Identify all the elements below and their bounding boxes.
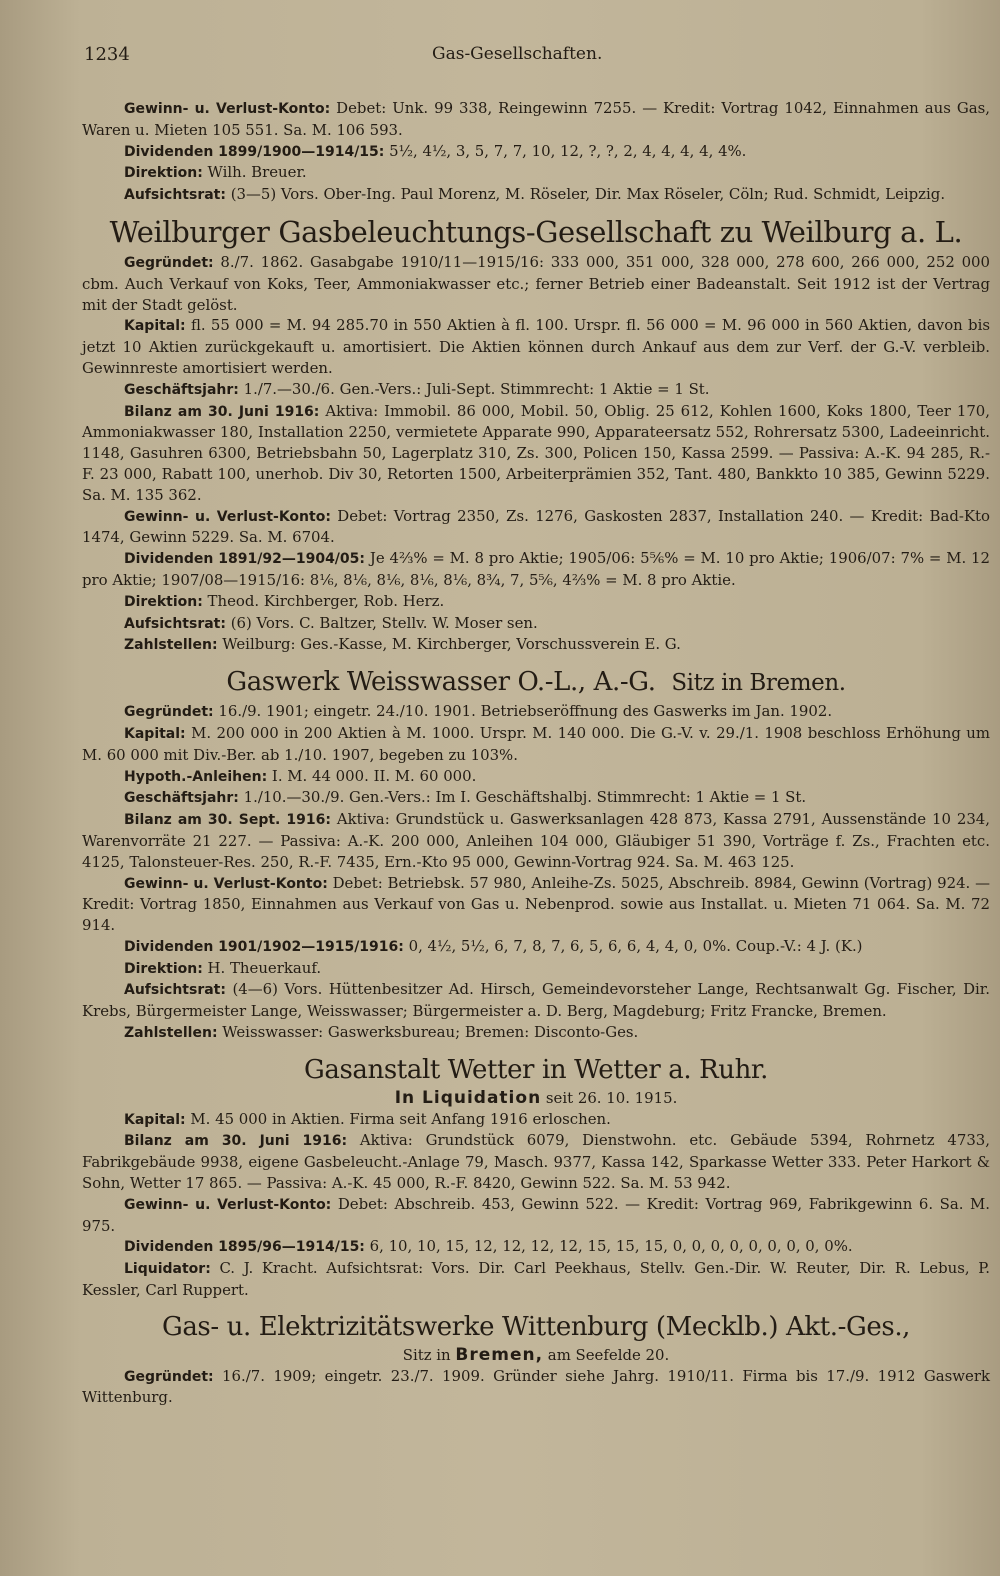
company-seat: Sitz in Bremen, am Seefelde 20. <box>402 1344 670 1365</box>
paragraph: Gewinn- u. Verlust-Konto: Debet: Unk. 99 338, Reingewinn 7255. — Kredit: Vortrag 1042, Einnahmen aus Gas, Waren u. Mieten 105 551. Sa. M. 106 593. <box>82 99 990 139</box>
page-number: 1234 <box>84 44 130 65</box>
company-section-wetter <box>82 1052 990 1301</box>
paragraph: Geschäftsjahr: 1./7.—30./6. Gen.-Vers.: Juli-Sept. Stimmrecht: 1 Aktie = 1 St. <box>124 379 710 398</box>
company-title: Gasanstalt Wetter in Wetter a. Ruhr. <box>304 1054 768 1085</box>
running-head <box>82 44 990 74</box>
paragraph: Dividenden 1891/92—1904/05: Je 4⅔% = M. 8 pro Aktie; 1905/06: 5⅚% = M. 10 pro Aktie; 1906/07: 7% = M. 12 pro Aktie; 1907/08—1915/16: 8⅙, 8⅙, 8⅙, 8⅙, 8⅙, 8¾, 7, 5⅚, 4⅔% = M. 8 pro Aktie. <box>82 549 990 589</box>
paragraph: Gewinn- u. Verlust-Konto: Debet: Vortrag 2350, Zs. 1276, Gaskosten 2837, Installation 240. — Kredit: Bad-Kto 1474, Gewinn 5229. Sa. M. 6704. <box>82 506 990 547</box>
running-title: Gas-Gesellschaften. <box>432 44 603 64</box>
paragraph: Kapital: M. 200 000 in 200 Aktien à M. 1000. Urspr. M. 140 000. Die G.-V. v. 29./1. 1908 beschloss Erhöhung um M. 60 000 mit Div.-Ber. ab 1./10. 1907, begeben zu 103%. <box>82 723 990 764</box>
paragraph: Aufsichtsrat: (6) Vors. C. Baltzer, Stellv. W. Moser sen. <box>124 613 538 632</box>
paragraph: Aufsichtsrat: (3—5) Vors. Ober-Ing. Paul Morenz, M. Röseler, Dir. Max Röseler, Cöln; Rud. Schmidt, Leipzig. <box>124 185 946 204</box>
company-section-wittenburg <box>82 1309 990 1408</box>
paragraph: Gewinn- u. Verlust-Konto: Debet: Betriebsk. 57 980, Anleihe-Zs. 5025, Abschreib. 8984, Gewinn (Vortrag) 924. — Kredit: Vortrag 1850, Einnahmen aus Verkauf von Gas u. Nebenprod. sowie aus Installat. u. Mieten 71 064. Sa. M. 72 914. <box>82 873 990 935</box>
paragraph: Hypoth.-Anleihen: I. M. 44 000. II. M. 60 000. <box>124 766 477 785</box>
paragraph: Gewinn- u. Verlust-Konto: Debet: Abschreib. 453, Gewinn 522. — Kredit: Vortrag 969, Fabrikgewinn 6. Sa. M. 975. <box>82 1194 990 1235</box>
paragraph: Direktion: H. Theuerkauf. <box>124 958 322 977</box>
company-title: Gas- u. Elektrizitätswerke Wittenburg (Mecklb.) Akt.-Ges., <box>161 1311 911 1342</box>
paragraph: Dividenden 1901/1902—1915/1916: 0, 4½, 5½, 6, 7, 8, 7, 6, 5, 6, 6, 4, 4, 0, 0%. Coup.-V.: 4 J. (K.) <box>124 936 863 955</box>
prev-entry-section <box>82 98 990 206</box>
liquidation-status: In Liquidation seit 26. 10. 1915. <box>394 1087 678 1108</box>
paragraph: Aufsichtsrat: (4—6) Vors. Hüttenbesitzer Ad. Hirsch, Gemeindevorsteher Lange, Rechtsanwalt Gg. Fischer, Dir. Krebs, Bürgermeister Lange, Weisswasser; Bürgermeister a. D. Berg, Magdeburg; Fritz Francke, Bremen. <box>82 980 990 1021</box>
paragraph: Bilanz am 30. Juni 1916: Aktiva: Grundstück 6079, Dienstwohn. etc. Gebäude 5394, Rohrnetz 4733, Fabrikgebäude 9938, eigene Gasbeleucht.-Anlage 79, Masch. 9377, Kassa 142, Sparkasse Wetter 333. Peter Harkort & Sohn, Wetter 17 865. — Passiva: A.-K. 45 000, R.-F. 8420, Gewinn 522. Sa. M. 53 942. <box>82 1131 990 1193</box>
paragraph: Kapital: fl. 55 000 = M. 94 285.70 in 550 Aktien à fl. 100. Urspr. fl. 56 000 = M. 96 000 in 560 Aktien, davon bis jetzt 10 Aktien zurückgekauft u. amortisiert. Die Aktien können durch Ankauf aus dem zur Verf. der G.-V. verbleib. Gewinnreste amortisiert werden. <box>82 316 990 377</box>
paragraph: Liquidator: C. J. Kracht. Aufsichtsrat: Vors. Dir. Carl Peekhaus, Stellv. Gen.-Dir. W. Reuter, Dir. R. Lebus, P. Kessler, Carl Ruppert. <box>82 1259 990 1300</box>
paragraph: Direktion: Wilh. Breuer. <box>124 163 307 182</box>
paragraph: Gegründet: 8./7. 1862. Gasabgabe 1910/11—1915/16: 333 000, 351 000, 328 000, 278 600, 266 000, 252 000 cbm. Auch Verkauf von Koks, Teer, Ammoniakwasser etc.; ferner Betrieb einer Badeanstalt. Seit 1912 ist der Vertrag mit der Stadt gelöst. <box>82 252 990 314</box>
company-title: Weilburger Gasbeleuchtungs-Gesellschaft zu Weilburg a. L. <box>109 214 963 249</box>
paragraph: Dividenden 1899/1900—1914/15: 5½, 4½, 3, 5, 7, 7, 10, 12, ?, ?, 2, 4, 4, 4, 4, 4%. <box>124 141 747 160</box>
paragraph: Bilanz am 30. Juni 1916: Aktiva: Immobil. 86 000, Mobil. 50, Oblig. 25 612, Kohlen 1600, Koks 1800, Teer 170, Ammoniakwasser 180, Installation 2250, vermietete Apparate 990, Apparateersatz 552, Rohrersatz 5300, Ladeeinricht. 1148, Gasuhren 6300, Betriebsbahn 50, Lagerplatz 310, Zs. 300, Policen 150, Kassa 2599. — Passiva: A.-K. 94 285, R.-F. 23 000, Rabatt 100, unerhob. Div 30, Retorten 1500, Arbeiterprämien 352, Tant. 480, Bankkto 10 385, Gewinn 5229. Sa. M. 135 362. <box>82 401 990 504</box>
paragraph: Gegründet: 16./9. 1901; eingetr. 24./10. 1901. Betriebseröffnung des Gaswerks im Jan. 1902. <box>124 702 833 721</box>
paragraph: Direktion: Theod. Kirchberger, Rob. Herz. <box>124 591 445 610</box>
paragraph: Zahlstellen: Weisswasser: Gaswerksbureau; Bremen: Disconto-Ges. <box>124 1023 639 1042</box>
paragraph: Zahlstellen: Weilburg: Ges.-Kasse, M. Kirchberger, Vorschussverein E. G. <box>124 635 681 654</box>
paragraph: Dividenden 1895/96—1914/15: 6, 10, 10, 15, 12, 12, 12, 12, 15, 15, 15, 0, 0, 0, 0, 0, 0, 0, 0, 0%. <box>124 1237 853 1256</box>
paragraph: Geschäftsjahr: 1./10.—30./9. Gen.-Vers.: Im I. Geschäftshalbj. Stimmrecht: 1 Aktie = 1 St. <box>124 788 807 807</box>
company-section-weisswasser <box>82 664 990 1044</box>
company-title: Gaswerk Weisswasser O.-L., A.-G. Sitz in Bremen. <box>226 667 846 698</box>
paragraph: Kapital: M. 45 000 in Aktien. Firma seit Anfang 1916 erloschen. <box>124 1109 611 1128</box>
paragraph: Bilanz am 30. Sept. 1916: Aktiva: Grundstück u. Gaswerksanlagen 428 873, Kassa 2791, Aussenstände 10 234, Warenvorräte 21 227. — Passiva: A.-K. 200 000, Anleihen 104 000, Gläubiger 51 390, Vorträge f. Zs., Frachten etc. 4125, Talonsteuer-Res. 250, R.-F. 7435, Ern.-Kto 95 000, Gewinn-Vortrag 924. Sa. M. 463 125. <box>82 810 990 871</box>
paragraph: Gegründet: 16./7. 1909; eingetr. 23./7. 1909. Gründer siehe Jahrg. 1910/11. Firma bis 17./9. 1912 Gaswerk Wittenburg. <box>82 1366 990 1407</box>
company-section-weilburg <box>82 214 990 656</box>
